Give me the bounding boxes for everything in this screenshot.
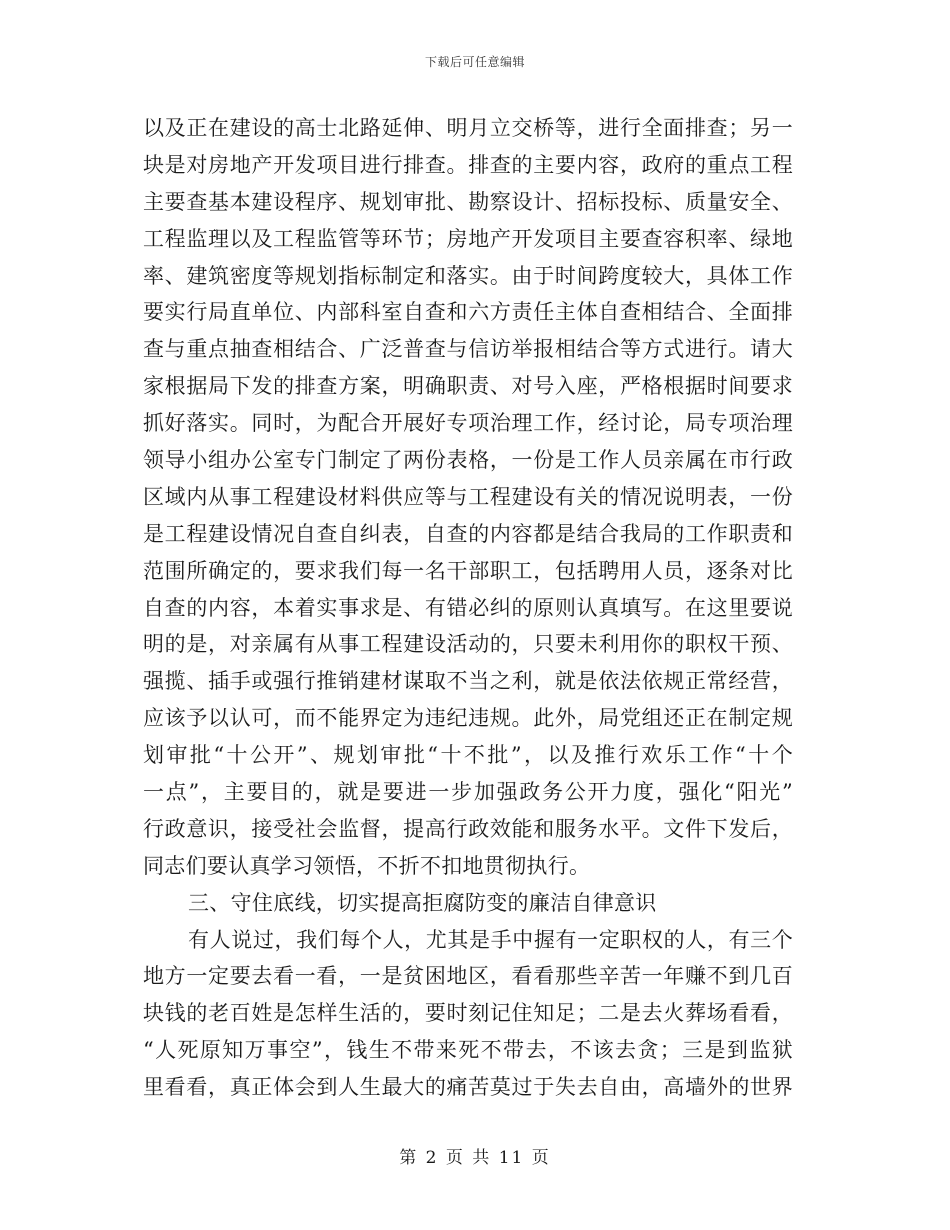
text-line: 领导小组办公室专门制定了两份表格，一份是工作人员亲属在市行政 [143,448,793,473]
text-line: 应该予以认可，而不能界定为违纪违规。此外，局党组还正在制定规 [143,706,793,731]
text-line: 明的是，对亲属有从事工程建设活动的，只要未利用你的职权干预、 [143,632,793,657]
section-heading: 三、守住底线，切实提高拒腐防变的廉洁自律意识 [188,890,657,915]
text-line: 地方一定要去看一看，一是贫困地区，看看那些辛苦一年赚不到几百 [143,964,793,989]
text-line: 划审批“十公开”、规划审批“十不批”，以及推行欢乐工作“十个 [143,743,793,768]
text-line: 行政意识，接受社会监督，提高行政效能和服务水平。文件下发后， [143,816,793,841]
page-number: 第 2 页 共 11 页 [399,1148,551,1168]
text-line: 强揽、插手或强行推销建材谋取不当之利，就是依法依规正常经营， [143,669,793,694]
text-line: 主要查基本建设程序、规划审批、勘察设计、招标投标、质量安全、 [143,189,793,214]
text-line: 一点”，主要目的，就是要进一步加强政务公开力度，强化“阳光” [143,780,793,805]
text-line: 里看看，真正体会到人生最大的痛苦莫过于失去自由，高墙外的世界 [143,1075,793,1100]
document-body [143,110,793,1106]
text-line: 抓好落实。同时，为配合开展好专项治理工作，经讨论，局专项治理 [143,411,793,436]
text-line: 同志们要认真学习领悟，不折不扣地贯彻执行。 [143,853,591,878]
text-line: 以及正在建设的高士北路延伸、明月立交桥等，进行全面排查；另一 [143,116,793,140]
text-line: 区域内从事工程建设材料供应等与工程建设有关的情况说明表，一份 [143,484,793,509]
text-line: 率、建筑密度等规划指标制定和落实。由于时间跨度较大，具体工作 [143,263,793,288]
text-line: 块是对房地产开发项目进行排查。排查的主要内容，政府的重点工程 [143,152,793,177]
text-line: 家根据局下发的排查方案，明确职责、对号入座，严格根据时间要求 [143,374,793,399]
text-line: 查与重点抽查相结合、广泛普查与信访举报相结合等方式进行。请大 [143,337,793,362]
text-line: “人死原知万事空”，钱生不带来死不带去，不该去贪；三是到监狱 [143,1038,793,1063]
text-line: 范围所确定的，要求我们每一名干部职工，包括聘用人员，逐条对比 [143,558,793,583]
text-line: 自查的内容，本着实事求是、有错必纠的原则认真填写。在这里要说 [143,595,793,620]
text-line: 工程监理以及工程监管等环节；房地产开发项目主要查容积率、绿地 [143,226,793,251]
text-line: 是工程建设情况自查自纠表，自查的内容都是结合我局的工作职责和 [143,521,793,546]
text-line: 块钱的老百姓是怎样生活的，要时刻记住知足；二是去火葬场看看， [143,1001,793,1026]
page-header: 下载后可任意编辑 [424,55,525,69]
text-line: 要实行局直单位、内部科室自查和六方责任主体自查相结合、全面排 [143,300,793,325]
text-line: 有人说过，我们每个人，尤其是手中握有一定职权的人，有三个 [188,927,793,952]
